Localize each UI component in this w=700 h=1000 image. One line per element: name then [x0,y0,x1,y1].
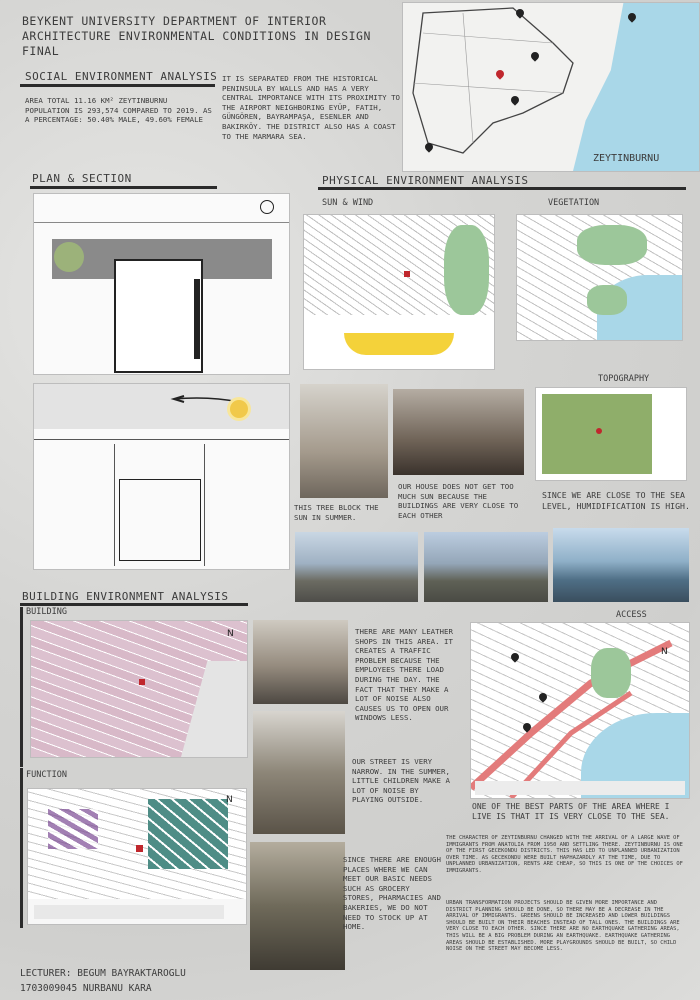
highway-photo [424,532,548,602]
grocery-photo [250,842,345,970]
suggestions-text: URBAN TRANSFORMATION PROJECTS SHOULD BE GIVEN MORE IMPORTANCE AND DISTRICT PLANNING SHOULD BE DONE, SO THERE MAY BE A DECREASE IN THE ARRIVAL OF IMMIGRANTS. GREENS SHOULD BE INCREASED AND LOWER BUILDINGS SHOULD BE BUILT ON THEIR BEACHES INSTEAD OF TALL ONES. THE BUILDINGS ARE VERY CLOSE TO EACH OTHER. SINCE THERE ARE NO EARTHQUAKE GATHERING AREAS, THIS WILL BE A BIG PROBLEM DURING AN EARTHQUAKE. EARTHQUAKE GATHERING AREAS SHOULD BE ESTABLISHED. MORE PLAYGROUNDS SHOULD BE BUILT, SO CHILD NOISE ON THE STREET MAY BECOME LESS. [446,900,680,953]
north-arrow-icon: N [226,795,233,805]
places-text: SINCE THERE ARE ENOUGH PLACES WHERE WE CAN MEET OUR BASIC NEEDS SUCH AS GROCERY STORES, PHARMACIES AND BAKERIES, WE DO NOT NEED TO STOCK UP AT HOME. [343,855,441,932]
plan-drawing [33,193,290,375]
tree-photo [300,384,388,498]
social-heading: SOCIAL ENVIRONMENT ANALYSIS [25,70,218,83]
vegetation-label: VEGETATION [548,198,600,208]
plan-heading: PLAN & SECTION [32,172,132,185]
district-outline [403,3,699,171]
building-label: BUILDING [26,607,67,617]
leather-shops-photo [253,620,348,704]
character-text: THE CHARACTER OF ZEYTINBURNU CHANGED WITH THE ARRIVAL OF A LARGE WAVE OF IMMIGRANTS FROM ANATOLIA FROM 1950 AND SETTLING THERE. ZEYTINBURNU IS ONE OF THE FIRST GECEKONDU DISTRICTS. THIS HAS LED TO UNPLANNED URBANIZATION OVER TIME. AS GECEKONDU WERE BUILT HAPHAZARDLY AT THE TIME, DUE TO UNPLANNED URBANIZATION, RENTS ARE CHEAP, SO THIS IS ONE OF THE CHOICES OF IMMIGRANTS. [446,835,683,874]
sea-caption: SINCE WE ARE CLOSE TO THE SEA LEVEL, HUMIDIFICATION IS HIGH. [542,490,690,511]
sun-icon [230,400,248,418]
sun-wind-map [303,214,495,370]
north-arrow-icon: N [661,647,668,657]
sun-wind-label: SUN & WIND [322,198,374,208]
wind-arrow-icon [34,384,289,429]
north-arrow-icon [260,200,274,214]
house-photo [393,389,524,475]
access-map [470,622,690,799]
student-name: 1703009045 NURBANU KARA [20,983,152,994]
function-map [27,788,247,925]
roads-overlay [471,623,689,798]
physical-heading-rule [318,187,686,190]
topography-map [535,387,687,481]
house-caption: OUR HOUSE DOES NOT GET TOO MUCH SUN BECAUSE THE BUILDINGS ARE VERY CLOSE TO EACH OTHER [398,482,519,520]
section-drawing [33,383,290,570]
vegetation-map [516,214,683,341]
lecturer-name: LECTURER: BEGUM BAYRAKTAROGLU [20,968,186,979]
function-label: FUNCTION [26,770,67,780]
physical-heading: PHYSICAL ENVIRONMENT ANALYSIS [322,174,529,187]
building-env-heading: BUILDING ENVIRONMENT ANALYSIS [22,590,229,603]
leather-text: THERE ARE MANY LEATHER SHOPS IN THIS AREA. IT CREATES A TRAFFIC PROBLEM BECAUSE THE EMPLOYEES THERE LOAD DURING THE DAY. THE FACT THAT THEY MAKE A LOT OF NOISE ALSO CAUSES US TO OPEN OUR WINDOWS LESS. [355,627,453,723]
seaside-photo [553,528,689,602]
location-map [402,2,700,172]
social-description: IT IS SEPARATED FROM THE HISTORICAL PENINSULA BY WALLS AND HAS A VERY CENTRAL IMPORTANCE WITH ITS PROXIMITY TO THE AIRPORT NEIGHBORING EYÜP, FATIH, GÜNGÖREN, BAYRAMPAŞA, ESENLER AND BAKIRKÖY. THE DISTRICT ALSO HAS A COAST TO THE MARMARA SEA. [222,74,400,141]
narrow-street-photo [253,711,345,834]
topography-label: TOPOGRAPHY [598,374,650,384]
building-map [30,620,248,758]
north-arrow-icon: N [227,629,234,639]
location-map-label: ZEYTINBURNU [593,153,660,164]
plan-heading-rule [30,186,217,189]
tree-caption: THIS TREE BLOCK THE SUN IN SUMMER. [294,503,379,522]
access-label: ACCESS [616,610,647,620]
function-side-rule [20,768,23,928]
social-stats: AREA TOTAL 11.16 KM² ZEYTINBURNU POPULATION IS 293,574 COMPARED TO 2019. AS A PERCENTAGE: 50.40% MALE, 49.60% FEMALE [25,96,212,125]
social-heading-rule [20,84,215,87]
sea-text: ONE OF THE BEST PARTS OF THE AREA WHERE I LIVE IS THAT IT IS VERY CLOSE TO THE SEA. [472,802,670,821]
street-text: OUR STREET IS VERY NARROW. IN THE SUMMER, LITTLE CHILDREN MAKE A LOT OF NOISE BY PLAYING OUTSIDE. [352,757,450,805]
building-side-rule [20,607,23,767]
building-env-heading-rule [20,603,248,606]
road-photo [295,532,418,602]
page-title: BEYKENT UNIVERSITY DEPARTMENT OF INTERIOR ARCHITECTURE ENVIRONMENTAL CONDITIONS IN DESIGN FINAL [22,14,371,58]
